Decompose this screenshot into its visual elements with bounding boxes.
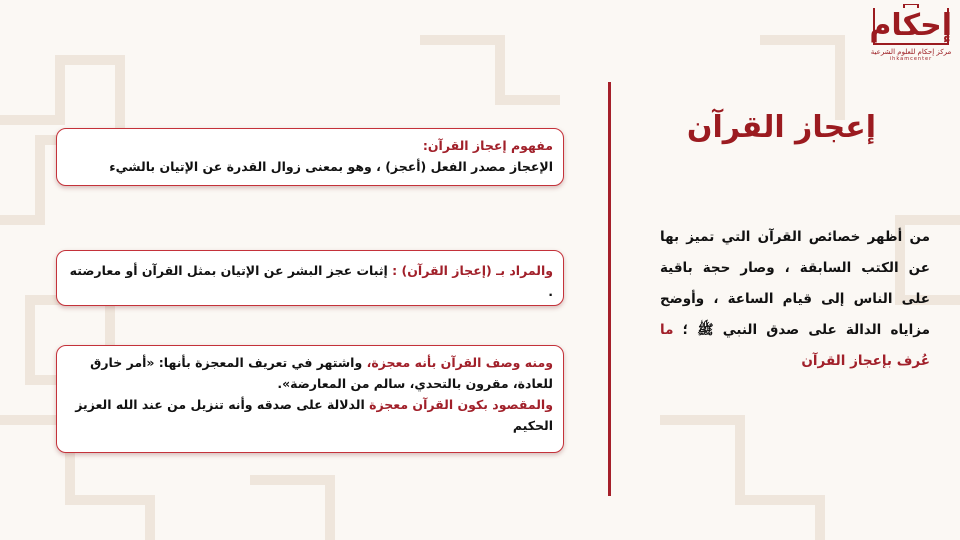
intro-highlight: ما عُرف بإعجاز القرآن [660, 322, 930, 369]
card-body-2: الدلالة على صدقه وأنه تنزيل من عند الله العزيز الحكيم [75, 397, 553, 433]
card-heading: ومنه وصف القرآن بأنه معجزة، [366, 355, 553, 370]
card-body: إثبات عجز البشر عن الإتيان بمثل القرآن أو معارضته . [69, 263, 553, 299]
logo-text: إحكام [869, 8, 952, 43]
card-body: الإعجاز مصدر الفعل (أعجز) ، وهو بمعنى زوال القدرة عن الإتيان بالشيء [109, 159, 553, 174]
miracle-card [56, 345, 564, 453]
vertical-divider [608, 82, 611, 496]
logo-tagline: ihkamcenter [889, 56, 933, 62]
intro-text: من أظهر خصائص القرآن التي تميز بها عن الكتب السابقة ، وصار حجة باقية على الناس إلى قيام الساعة ، وأوضح مزاياه الدالة على صدق النبي ﷺ ؛ [660, 229, 930, 338]
card-heading: والمراد بـ (إعجاز القرآن) : [392, 263, 553, 278]
concept-card [56, 128, 564, 186]
logo-subtitle: مركز إحكام للعلوم الشرعية [870, 48, 952, 56]
card-heading: مفهوم إعجاز القرآن: [422, 138, 553, 153]
card-body: واشتهر في تعريف المعجزة بأنها: «أمر خارق للعادة، مقرون بالتحدي، سالم من المعارضة». [90, 355, 553, 391]
logo-frame-icon [870, 4, 952, 48]
logo-mark [870, 4, 952, 48]
intro-paragraph [660, 222, 930, 377]
meaning-card [56, 250, 564, 306]
page-title: إعجاز القرآن [686, 110, 876, 145]
card-heading-2: والمقصود بكون القرآن معجزة [369, 397, 553, 412]
brand-logo [870, 4, 952, 62]
